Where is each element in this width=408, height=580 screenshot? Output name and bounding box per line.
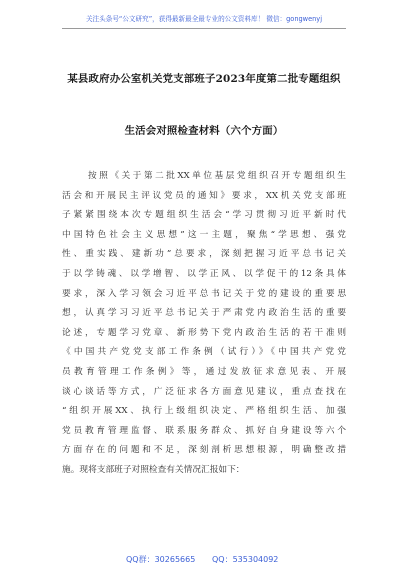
document-title-line-2: 生活会对照检查材料（六个方面） [124,125,284,137]
qq-number: QQ：535304092 [212,555,279,564]
body-line: 子紧紧围绕本次专题组织生活会“学习贯彻习近平新时代 [62,210,346,221]
footer-contact [0,554,408,570]
body-line: 员教育管理工作条例》等，通过发放征求意见表、开展 [62,366,346,377]
body-line: 施。现将支部班子对照检查有关情况汇报如下： [62,464,245,475]
body-line: 想，认真学习习近平总书记关于严肃党内政治生活的重要 [62,308,346,319]
body-line: 中国特色社会主义思想”这一主题，聚焦“学思想、强党 [62,229,346,240]
body-line: 方面存在的问题和不足，深刻剖析思想根源，明确整改措 [62,445,346,456]
body-line: 活会和开展民主评议党员的通知》要求，XX机关党支部班 [62,190,346,201]
body-line: 按照《关于第二批XX单位基层党组织召开专题组织生 [88,171,346,181]
document-title-line-1: 某县政府办公室机关党支部班子2023年度第二批专题组织 [67,73,341,85]
body-line: 论述，专题学习党章、新形势下党内政治生活的若干准则 [62,327,346,338]
body-line: 性、重实践、建新功”总要求，深刻把握习近平总书记关 [62,249,346,260]
header-banner: 关注头条号“公文研究”，获得最新最全最专业的公文资料库！ 微信：gongwenyj [85,15,323,23]
body-line: 党员教育管理监督、联系服务群众、抓好自身建设等六个 [62,425,346,436]
body-line: 要求，深入学习领会习近平总书记关于党的建设的重要思 [62,288,346,299]
qq-group-number: QQ群：30265665 [126,555,196,564]
document-body [62,167,346,481]
body-line: 于以学铸魂、以学增智、以学正风、以学促干的12条具体 [62,268,346,279]
body-line: 谈心谈话等方式，广泛征求各方面意见建议，重点查找在 [62,386,346,397]
body-line: 《中国共产党党支部工作条例（试行）》《中国共产党党 [62,347,346,358]
body-line: “组织开展XX、执行上级组织决定、严格组织生活、加强 [62,406,346,417]
header-divider [62,28,346,29]
